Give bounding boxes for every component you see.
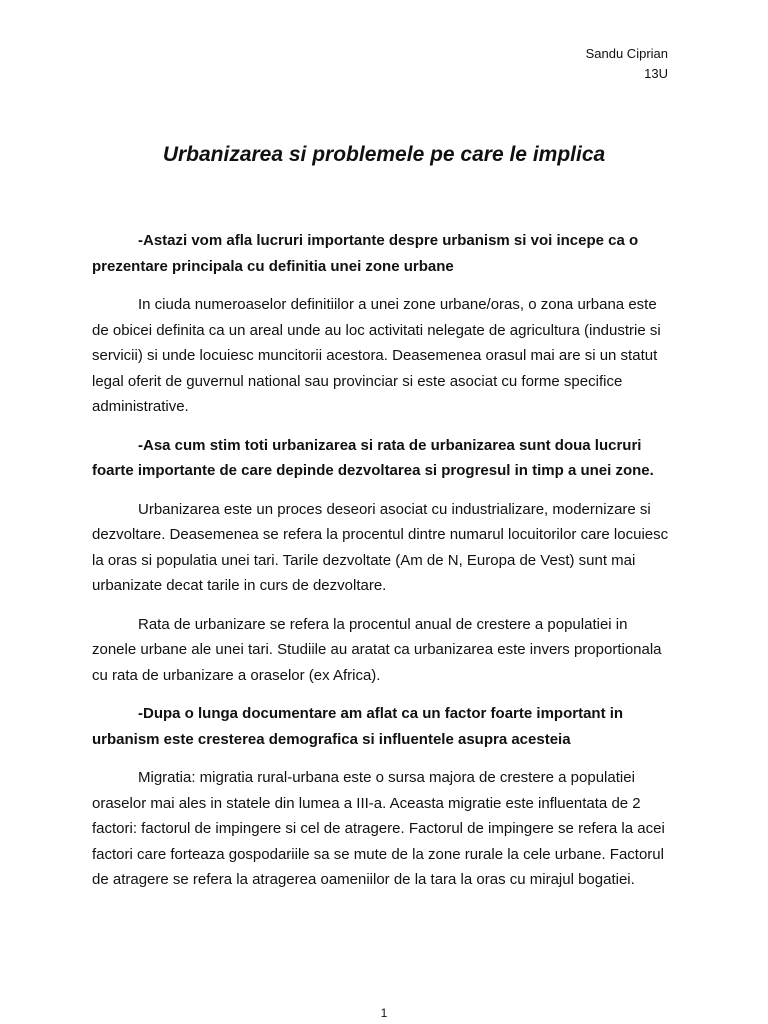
page-number: 1 [380, 1006, 388, 1020]
intro-heading: -Astazi vom afla lucruri importante despre urbanism si voi incepe ca o prezentare principala cu definitia unei zone urbane [92, 232, 639, 275]
document-header [586, 44, 668, 84]
urbanization-heading: -Asa cum stim toti urbanizarea si rata de urbanizarea sunt doua lucruri foarte importante de care depinde dezvoltarea si progresul in timp a unei zone. [92, 436, 654, 479]
author-name: Sandu Ciprian [585, 46, 668, 61]
urbanization-rate-paragraph: Rata de urbanizare se refera la procentul anual de crestere a populatiei in zonele urbane ale unei tari. Studiile au aratat ca urbanizarea este invers proportionala cu rata de urbanizare a oraselor (ex Africa). [92, 615, 662, 684]
demography-heading: -Dupa o lunga documentare am aflat ca un factor foarte important in urbanism este cresterea demografica si influentele asupra acesteia [92, 705, 624, 748]
student-group: 13U [644, 66, 668, 81]
migration-paragraph: Migratia: migratia rural-urbana este o sursa majora de crestere a populatiei oraselor mai ales in statele din lumea a III-a. Aceasta migratie este influentata de 2 factori: factorul de impingere si cel de atragere. Factorul de impingere se refera la acei factori care forteaza gospodariile sa se mute de la zone rurale la cele urbane. Factorul de atragere se refera la atragerea oameniilor de la tara la oras cu mirajul bogatiei. [92, 769, 665, 888]
urbanization-paragraph: Urbanizarea este un proces deseori asociat cu industrializare, modernizare si dezvoltare. Deasemenea se refera la procentul dintre numarul locuitorilor care locuiesc la oras si populatia unei tari. Tarile dezvoltate (Am de N, Europa de Vest) sunt mai urbanizate decat tarile in curs de dezvoltare. [92, 500, 669, 594]
document-title: Urbanizarea si problemele pe care le implica [162, 143, 606, 166]
document-body [92, 228, 672, 906]
definition-paragraph: In ciuda numeroaselor definitiilor a unei zone urbane/oras, o zona urbana este de obicei definita ca un areal unde au loc activitati nelegate de agricultura (industrie si servicii) si unde locuiesc muncitorii acestora. Deasemenea orasul mai are si un statut legal oferit de guvernul national sau provinciar si este asociat cu forme specifice administrative. [92, 296, 661, 415]
